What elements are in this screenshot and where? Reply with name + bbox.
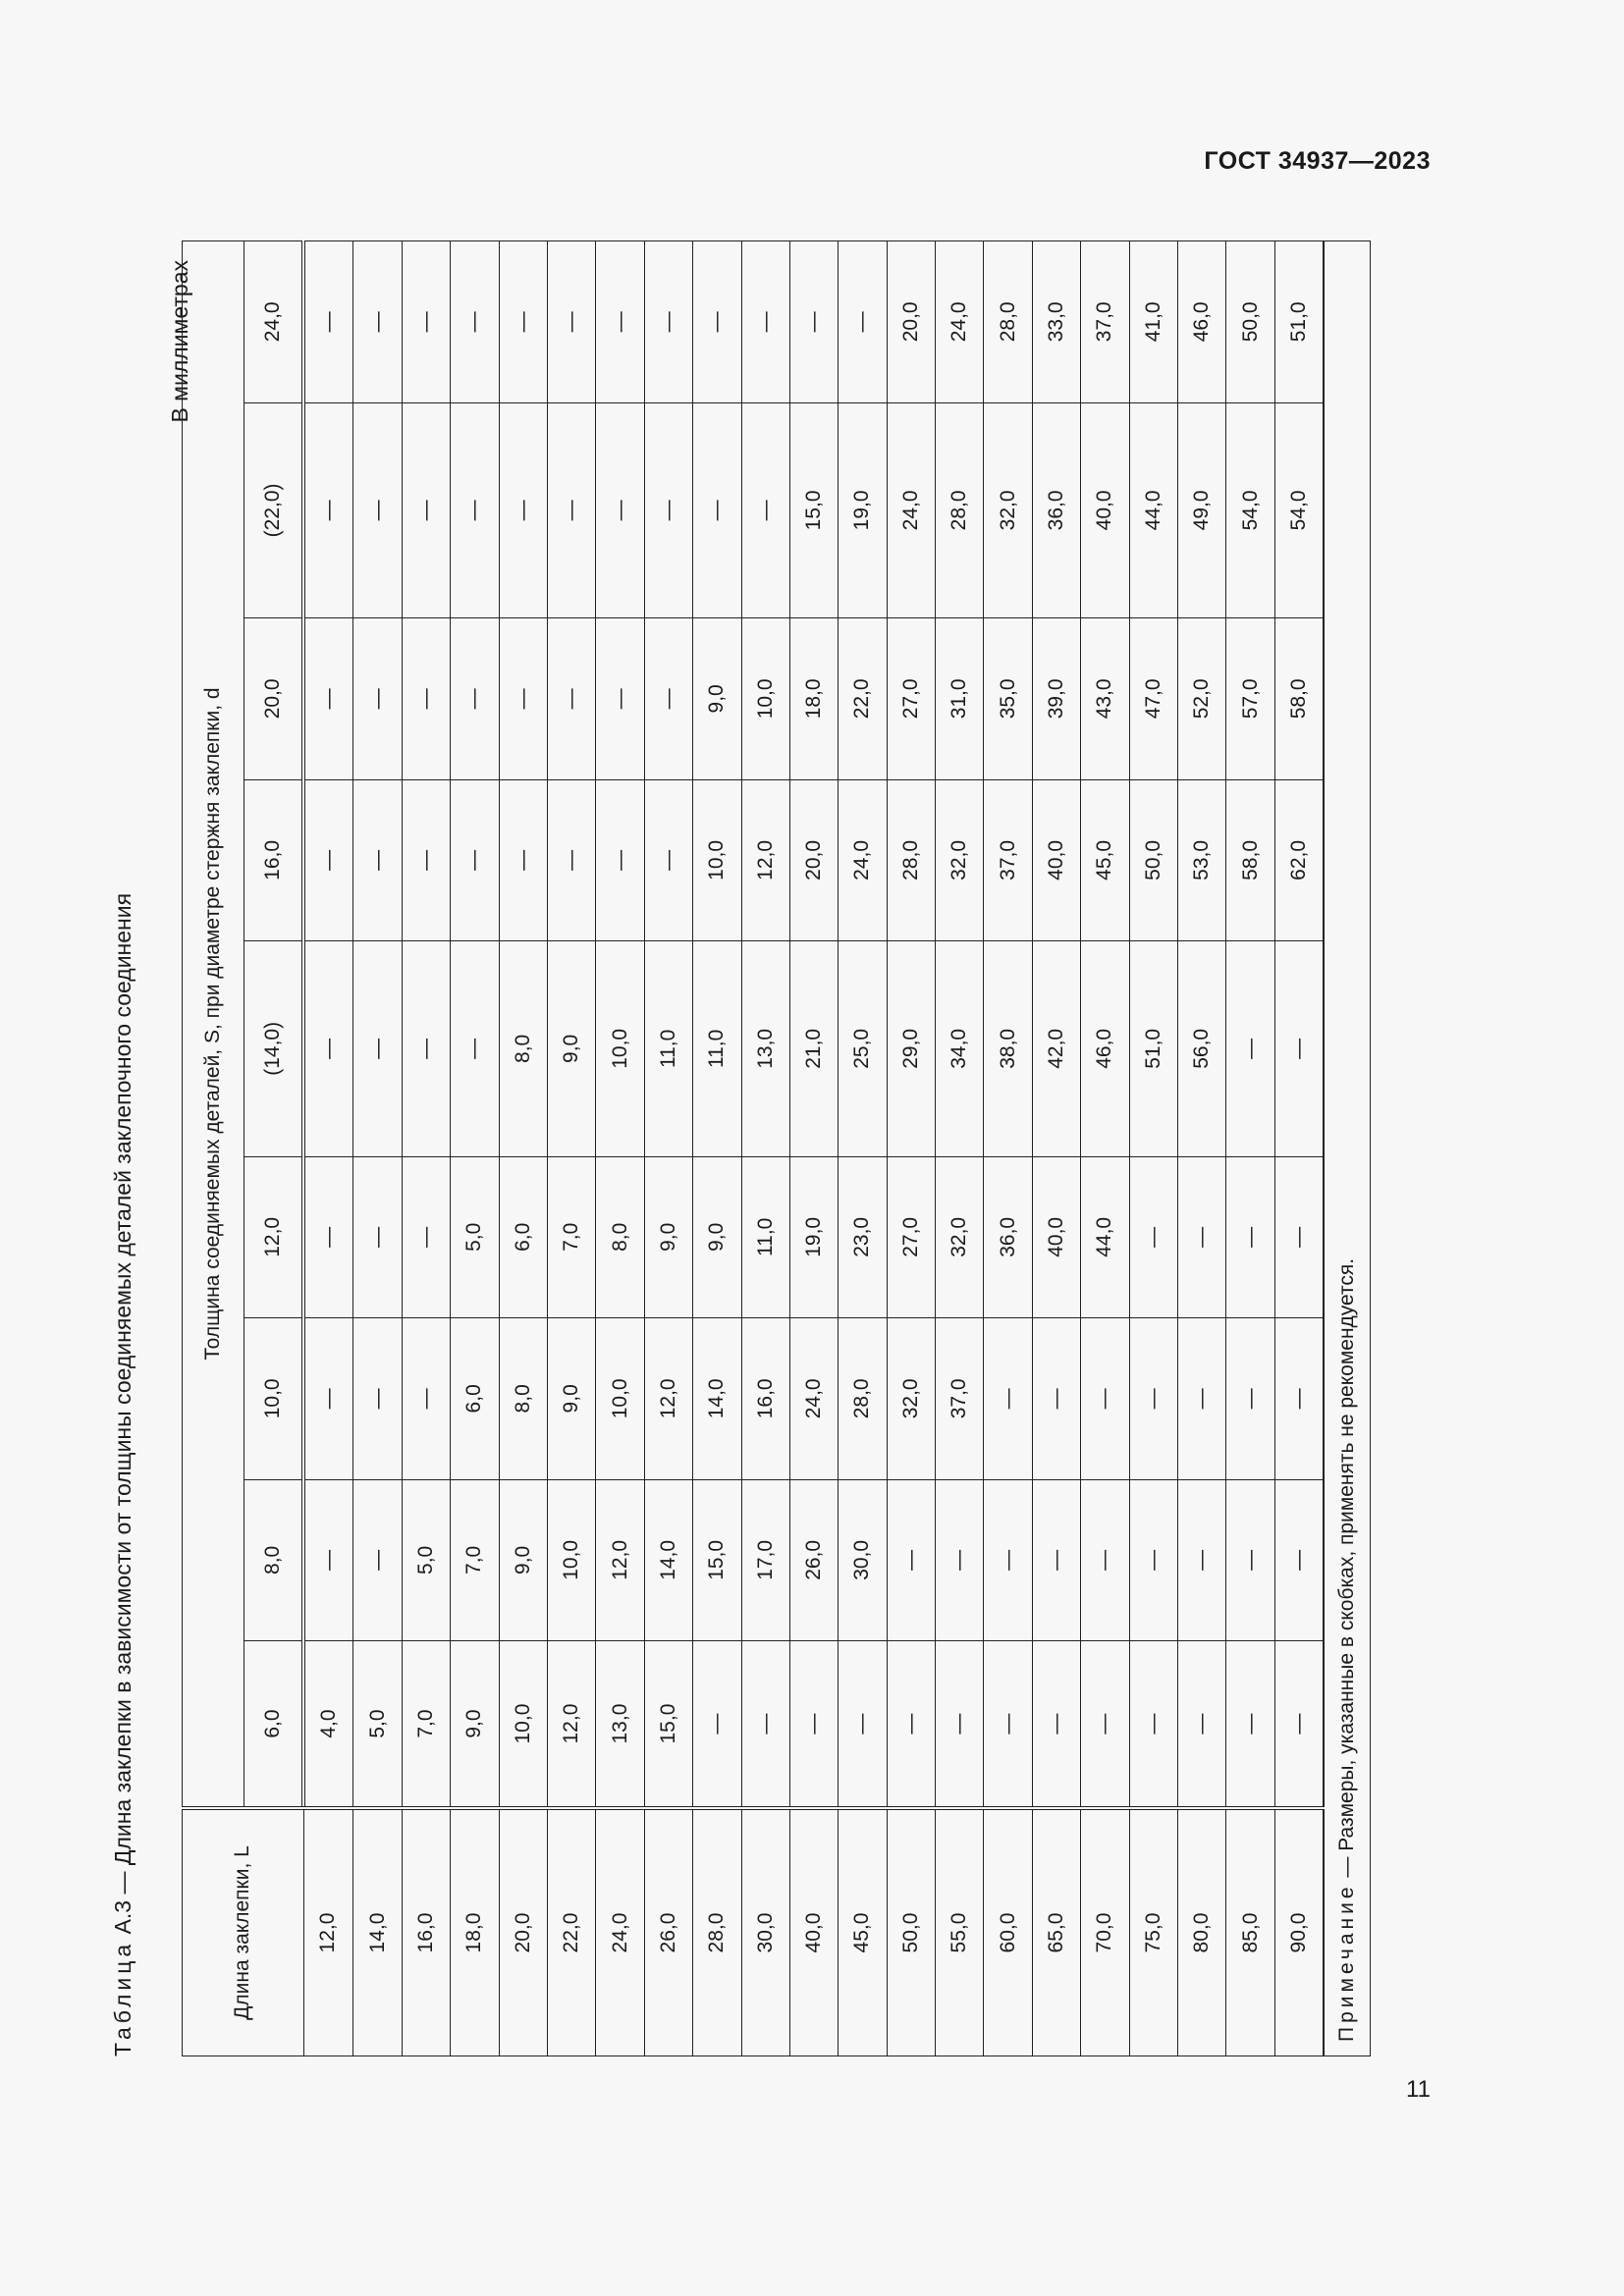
thickness-cell: 24,0 (887, 402, 935, 617)
thickness-cell: — (402, 941, 450, 1156)
thickness-cell: 56,0 (1178, 941, 1226, 1156)
table-row (644, 241, 692, 2056)
thickness-cell: 17,0 (741, 1479, 789, 1641)
rivet-length-cell: 55,0 (936, 1808, 984, 2056)
thickness-cell: — (1226, 1479, 1274, 1641)
thickness-cell: — (499, 241, 547, 403)
thickness-cell: — (789, 241, 838, 403)
thickness-cell: — (353, 402, 402, 617)
thickness-cell: — (303, 618, 353, 780)
thickness-cell: 54,0 (1274, 402, 1324, 617)
thickness-cell: — (936, 1479, 984, 1641)
row-header-rivet-length: Длина заклепки, L (183, 1808, 304, 2056)
thickness-cell: — (402, 1156, 450, 1318)
thickness-cell: 12,0 (644, 1318, 692, 1480)
thickness-cell: — (936, 1641, 984, 1808)
table-row (451, 241, 499, 2056)
thickness-cell: — (1226, 941, 1274, 1156)
thickness-cell: 13,0 (741, 941, 789, 1156)
thickness-cell: 18,0 (789, 618, 838, 780)
thickness-cell: 46,0 (1081, 941, 1129, 1156)
thickness-cell: 54,0 (1226, 402, 1274, 617)
thickness-cell: 12,0 (596, 1479, 644, 1641)
table-row (1226, 241, 1274, 2056)
table-row (693, 241, 741, 2056)
thickness-cell: 28,0 (984, 241, 1032, 403)
table-row (984, 241, 1032, 2056)
table-row (402, 241, 450, 2056)
thickness-cell: — (1274, 1156, 1324, 1318)
thickness-cell: 51,0 (1129, 941, 1177, 1156)
thickness-cell: — (547, 618, 595, 780)
column-header: 10,0 (244, 1318, 304, 1480)
table-row (303, 241, 353, 2056)
thickness-cell: 9,0 (451, 1641, 499, 1808)
thickness-cell: — (1274, 941, 1324, 1156)
thickness-cell: 32,0 (936, 1156, 984, 1318)
thickness-cell: — (1129, 1641, 1177, 1808)
table-row (1274, 241, 1324, 2056)
thickness-cell: 49,0 (1178, 402, 1226, 617)
thickness-cell: — (1178, 1641, 1226, 1808)
table-row (1129, 241, 1177, 2056)
table-row (741, 241, 789, 2056)
thickness-cell: — (839, 241, 887, 403)
thickness-cell: 44,0 (1129, 402, 1177, 617)
rivet-length-cell: 60,0 (984, 1808, 1032, 2056)
thickness-cell: 36,0 (1032, 402, 1080, 617)
thickness-cell: 52,0 (1178, 618, 1226, 780)
thickness-cell: 5,0 (402, 1479, 450, 1641)
thickness-cell: 10,0 (499, 1641, 547, 1808)
thickness-cell: — (451, 779, 499, 941)
thickness-cell: 19,0 (789, 1156, 838, 1318)
thickness-cell: 11,0 (741, 1156, 789, 1318)
thickness-cell: — (353, 1156, 402, 1318)
thickness-cell: — (303, 941, 353, 1156)
thickness-cell: — (693, 241, 741, 403)
thickness-cell: 33,0 (1032, 241, 1080, 403)
thickness-cell: — (1081, 1641, 1129, 1808)
thickness-cell: — (402, 241, 450, 403)
thickness-cell: 27,0 (887, 1156, 935, 1318)
thickness-cell: 8,0 (499, 941, 547, 1156)
rivet-length-cell: 65,0 (1032, 1808, 1080, 2056)
table-row (353, 241, 402, 2056)
thickness-cell: 21,0 (789, 941, 838, 1156)
thickness-cell: 6,0 (451, 1318, 499, 1480)
thickness-cell: — (984, 1479, 1032, 1641)
column-header: (22,0) (244, 402, 304, 617)
thickness-cell: 47,0 (1129, 618, 1177, 780)
thickness-cell: 28,0 (839, 1318, 887, 1480)
thickness-cell: 22,0 (839, 618, 887, 780)
thickness-cell: — (693, 402, 741, 617)
thickness-cell: — (547, 241, 595, 403)
table-row (499, 241, 547, 2056)
caption-label: Таблица (110, 1940, 135, 2056)
thickness-cell: 50,0 (1129, 779, 1177, 941)
note-label: Примечание (1335, 1883, 1359, 2042)
rivet-length-cell: 18,0 (451, 1808, 499, 2056)
rivet-length-cell: 22,0 (547, 1808, 595, 2056)
document-code: ГОСТ 34937—2023 (1204, 147, 1431, 175)
rivet-length-cell: 14,0 (353, 1808, 402, 2056)
rivet-length-cell: 12,0 (303, 1808, 353, 2056)
thickness-cell: 58,0 (1274, 618, 1324, 780)
rivet-length-cell: 28,0 (693, 1808, 741, 2056)
thickness-cell: 10,0 (596, 1318, 644, 1480)
thickness-cell: — (353, 779, 402, 941)
thickness-cell: 45,0 (1081, 779, 1129, 941)
thickness-cell: 27,0 (887, 618, 935, 780)
thickness-cell: 7,0 (402, 1641, 450, 1808)
thickness-cell: 34,0 (936, 941, 984, 1156)
thickness-cell: — (402, 779, 450, 941)
note-text: — Размеры, указанные в скобках, применять не рекомендуется. (1335, 1257, 1359, 1884)
thickness-cell: 9,0 (547, 1318, 595, 1480)
rivet-length-cell: 26,0 (644, 1808, 692, 2056)
thickness-cell: 40,0 (1081, 402, 1129, 617)
thickness-cell: — (547, 402, 595, 617)
thickness-cell: — (451, 241, 499, 403)
caption-text: А.3 — Длина заклепки в зависимости от толщины соединяемых деталей заклепочного соединения (110, 892, 135, 1941)
thickness-cell: 14,0 (693, 1318, 741, 1480)
thickness-cell: — (451, 618, 499, 780)
thickness-cell: — (789, 1641, 838, 1808)
thickness-cell: 50,0 (1226, 241, 1274, 403)
thickness-cell: — (1032, 1318, 1080, 1480)
thickness-cell: 28,0 (887, 779, 935, 941)
table-row (1178, 241, 1226, 2056)
thickness-cell: — (596, 618, 644, 780)
thickness-cell: 9,0 (547, 941, 595, 1156)
thickness-cell: 51,0 (1274, 241, 1324, 403)
thickness-cell: — (303, 779, 353, 941)
column-header-row (244, 241, 304, 2056)
thickness-cell: 40,0 (1032, 779, 1080, 941)
table-row (789, 241, 838, 2056)
table-row (1081, 241, 1129, 2056)
thickness-cell: 23,0 (839, 1156, 887, 1318)
thickness-cell: 62,0 (1274, 779, 1324, 941)
thickness-cell: — (644, 402, 692, 617)
thickness-cell: 35,0 (984, 618, 1032, 780)
rivet-length-table (182, 240, 1371, 2056)
thickness-cell: — (1226, 1318, 1274, 1480)
rivet-length-cell: 20,0 (499, 1808, 547, 2056)
thickness-cell: 9,0 (644, 1156, 692, 1318)
thickness-cell: 36,0 (984, 1156, 1032, 1318)
thickness-cell: 58,0 (1226, 779, 1274, 941)
column-header: 8,0 (244, 1479, 304, 1641)
thickness-cell: 30,0 (839, 1479, 887, 1641)
thickness-cell: — (1081, 1318, 1129, 1480)
thickness-cell: — (1032, 1479, 1080, 1641)
thickness-cell: 10,0 (693, 779, 741, 941)
thickness-cell: — (1178, 1318, 1226, 1480)
rivet-length-cell: 16,0 (402, 1808, 450, 2056)
rivet-length-cell: 50,0 (887, 1808, 935, 2056)
thickness-cell: — (596, 402, 644, 617)
column-header: 16,0 (244, 779, 304, 941)
thickness-cell: 20,0 (887, 241, 935, 403)
thickness-cell: 11,0 (693, 941, 741, 1156)
thickness-cell: — (547, 779, 595, 941)
thickness-cell: — (693, 1641, 741, 1808)
thickness-cell: 32,0 (984, 402, 1032, 617)
thickness-cell: — (451, 402, 499, 617)
thickness-cell: 25,0 (839, 941, 887, 1156)
table-row (596, 241, 644, 2056)
thickness-cell: — (741, 241, 789, 403)
rivet-length-cell: 80,0 (1178, 1808, 1226, 2056)
thickness-cell: 9,0 (693, 618, 741, 780)
column-header: 24,0 (244, 241, 304, 403)
thickness-cell: 15,0 (644, 1641, 692, 1808)
thickness-cell: 38,0 (984, 941, 1032, 1156)
thickness-cell: — (596, 241, 644, 403)
thickness-cell: — (1274, 1479, 1324, 1641)
thickness-cell: 13,0 (596, 1641, 644, 1808)
thickness-cell: 46,0 (1178, 241, 1226, 403)
rivet-length-cell: 45,0 (839, 1808, 887, 2056)
table-note (1324, 241, 1371, 2056)
thickness-cell: — (1032, 1641, 1080, 1808)
thickness-cell: — (402, 1318, 450, 1480)
thickness-cell: 19,0 (839, 402, 887, 617)
thickness-cell: — (303, 241, 353, 403)
thickness-cell: 37,0 (1081, 241, 1129, 403)
thickness-cell: 32,0 (936, 779, 984, 941)
units-label: В миллиметрах (167, 260, 192, 423)
thickness-cell: — (1081, 1479, 1129, 1641)
thickness-cell: 53,0 (1178, 779, 1226, 941)
rivet-length-cell: 24,0 (596, 1808, 644, 2056)
thickness-cell: 28,0 (936, 402, 984, 617)
column-header: 20,0 (244, 618, 304, 780)
column-header: (14,0) (244, 941, 304, 1156)
thickness-cell: — (644, 241, 692, 403)
thickness-cell: — (499, 618, 547, 780)
thickness-cell: — (353, 241, 402, 403)
thickness-cell: 43,0 (1081, 618, 1129, 780)
thickness-cell: 10,0 (547, 1479, 595, 1641)
thickness-cell: 7,0 (451, 1479, 499, 1641)
thickness-cell: 37,0 (936, 1318, 984, 1480)
column-header: 12,0 (244, 1156, 304, 1318)
thickness-cell: — (353, 941, 402, 1156)
thickness-cell: 16,0 (741, 1318, 789, 1480)
thickness-cell: 10,0 (741, 618, 789, 780)
thickness-cell: 9,0 (499, 1479, 547, 1641)
thickness-cell: — (353, 1479, 402, 1641)
thickness-cell: 24,0 (936, 241, 984, 403)
thickness-cell: 10,0 (596, 941, 644, 1156)
thickness-cell: — (303, 1318, 353, 1480)
thickness-cell: 31,0 (936, 618, 984, 780)
thickness-cell: — (1129, 1156, 1177, 1318)
thickness-cell: — (596, 779, 644, 941)
thickness-cell: 4,0 (303, 1641, 353, 1808)
thickness-cell: — (741, 1641, 789, 1808)
thickness-cell: 8,0 (596, 1156, 644, 1318)
thickness-cell: — (644, 618, 692, 780)
thickness-cell: — (353, 618, 402, 780)
thickness-cell: — (402, 618, 450, 780)
table-row (839, 241, 887, 2056)
page-number: 11 (1406, 2076, 1431, 2103)
thickness-cell: 37,0 (984, 779, 1032, 941)
thickness-cell: — (303, 402, 353, 617)
thickness-cell: 6,0 (499, 1156, 547, 1318)
thickness-cell: — (1178, 1156, 1226, 1318)
thickness-cell: — (1178, 1479, 1226, 1641)
thickness-cell: — (984, 1641, 1032, 1808)
thickness-cell: — (1274, 1641, 1324, 1808)
thickness-cell: 15,0 (693, 1479, 741, 1641)
thickness-cell: — (1226, 1641, 1274, 1808)
thickness-cell: — (402, 402, 450, 617)
thickness-cell: 14,0 (644, 1479, 692, 1641)
table-row (1032, 241, 1080, 2056)
rivet-length-cell: 90,0 (1274, 1808, 1324, 2056)
thickness-cell: 44,0 (1081, 1156, 1129, 1318)
thickness-cell: — (1129, 1479, 1177, 1641)
thickness-cell: — (451, 941, 499, 1156)
thickness-cell: — (353, 1318, 402, 1480)
rivet-length-cell: 85,0 (1226, 1808, 1274, 2056)
thickness-cell: 40,0 (1032, 1156, 1080, 1318)
rotated-table-region (108, 221, 1384, 2076)
thickness-cell: — (1274, 1318, 1324, 1480)
thickness-cell: — (303, 1156, 353, 1318)
rivet-length-cell: 70,0 (1081, 1808, 1129, 2056)
thickness-cell: 32,0 (887, 1318, 935, 1480)
thickness-cell: — (887, 1641, 935, 1808)
thickness-cell: — (499, 402, 547, 617)
thickness-cell: — (1129, 1318, 1177, 1480)
thickness-cell: — (499, 779, 547, 941)
thickness-cell: — (984, 1318, 1032, 1480)
rivet-length-cell: 40,0 (789, 1808, 838, 2056)
thickness-cell: 20,0 (789, 779, 838, 941)
thickness-cell: 29,0 (887, 941, 935, 1156)
thickness-cell: 42,0 (1032, 941, 1080, 1156)
rivet-length-cell: 30,0 (741, 1808, 789, 2056)
thickness-cell: — (887, 1479, 935, 1641)
thickness-cell: 5,0 (353, 1641, 402, 1808)
thickness-cell: 5,0 (451, 1156, 499, 1318)
thickness-cell: — (839, 1641, 887, 1808)
thickness-cell: 8,0 (499, 1318, 547, 1480)
table-row (547, 241, 595, 2056)
thickness-cell: 24,0 (839, 779, 887, 941)
thickness-cell: 24,0 (789, 1318, 838, 1480)
table-row (887, 241, 935, 2056)
thickness-cell: 9,0 (693, 1156, 741, 1318)
thickness-cell: 7,0 (547, 1156, 595, 1318)
thickness-cell: — (1226, 1156, 1274, 1318)
thickness-cell: 11,0 (644, 941, 692, 1156)
group-header-thickness: Толщина соединяемых деталей, S, при диаметре стержня заклепки, d (183, 241, 244, 1809)
table-row (936, 241, 984, 2056)
thickness-cell: 12,0 (547, 1641, 595, 1808)
thickness-cell: 41,0 (1129, 241, 1177, 403)
table-body (303, 241, 1324, 2056)
rivet-length-cell: 75,0 (1129, 1808, 1177, 2056)
thickness-cell: — (741, 402, 789, 617)
thickness-cell: — (303, 1479, 353, 1641)
thickness-cell: 12,0 (741, 779, 789, 941)
thickness-cell: 39,0 (1032, 618, 1080, 780)
thickness-cell: 15,0 (789, 402, 838, 617)
thickness-cell: — (644, 779, 692, 941)
table-caption (108, 893, 137, 2056)
thickness-cell: 26,0 (789, 1479, 838, 1641)
column-header: 6,0 (244, 1641, 304, 1808)
thickness-cell: 57,0 (1226, 618, 1274, 780)
